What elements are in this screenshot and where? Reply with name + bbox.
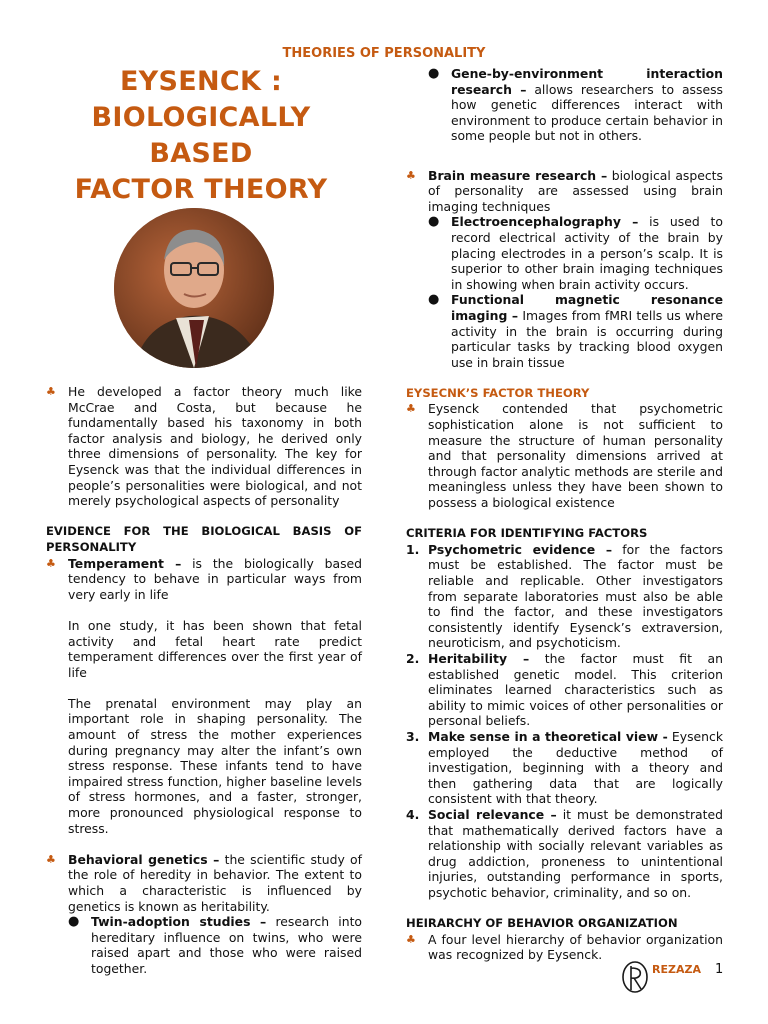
- genetics-text: the scientific study of the role of heredity in behavior. The extent to which a characteristic is influenced by genetics is known as heritability.: [68, 851, 362, 914]
- dot-bullet-icon: ●: [428, 66, 440, 81]
- gene-subbullet: [406, 66, 723, 144]
- criteria-term: Social relevance –: [428, 806, 557, 822]
- intro-bullet: [46, 384, 362, 509]
- title-line: EYSENCK :: [119, 66, 283, 97]
- factor-theory-heading: EYSECNK’S FACTOR THEORY: [406, 385, 590, 400]
- left-column: [46, 384, 362, 977]
- intro-text: He developed a factor theory much like McCrae and Costa, but because he fundamentally based his taxonomy in both factor analysis and biology, he derived only three dimensions of personality. The key for Eysenck was that the individual differences in people’s personalities were biological, and not merely psychological aspects of personality: [68, 384, 362, 509]
- fetal-paragraph: In one study, it has been shown that fetal activity and fetal heart rate predict temperament differences over the first year of life: [68, 617, 362, 680]
- hierarchy-heading: HEIRARCHY OF BEHAVIOR ORGANIZATION: [406, 916, 678, 931]
- fmri-subbullet: [406, 292, 723, 370]
- title-line: FACTOR THEORY: [74, 174, 328, 205]
- genetics-bullet: [46, 852, 362, 914]
- footer-author: REZAZA: [652, 963, 701, 976]
- club-bullet-icon: ♣: [406, 168, 416, 182]
- criteria-item: [406, 729, 723, 807]
- fmri-text: Images from fMRI tells us where activity in the brain is occurring during particular tasks by tracking blood oxygen use in brain tissue: [451, 307, 724, 370]
- dot-bullet-icon: ●: [428, 214, 440, 230]
- page-header: THEORIES OF PERSONALITY: [282, 46, 486, 61]
- right-column: [406, 66, 723, 963]
- criteria-term: Heritability –: [428, 650, 530, 666]
- genetics-term: Behavioral genetics –: [68, 851, 220, 867]
- factor-text: Eysenck contended that psychometric sophistication alone is not sufficient to measure the structure of human personality and that personality dimensions arrived at through factor analytic methods are sterile and meaningless unless they have been shown to possess a biological existence: [428, 401, 723, 511]
- criteria-term: Psychometric evidence –: [428, 541, 613, 557]
- page-number: 1: [715, 962, 724, 977]
- criteria-text: for the factors must be established. The factor must be reliable and replicable. Other investigators from separate laboratories must also be able to find the factor, and these investigators consistently identify Eysenck’s extraversion, neuroticism, and psychoticism.: [428, 541, 723, 651]
- twin-term: Twin-adoption studies –: [91, 914, 267, 930]
- club-bullet-icon: ♣: [406, 402, 416, 416]
- eeg-text: is used to record electrical activity of the brain by placing electrodes in a person’s scalp. It is superior to other brain imaging techniques in showing when brain activity occurs.: [451, 214, 723, 292]
- criteria-number: 4.: [406, 806, 420, 822]
- hierarchy-text: A four level hierarchy of behavior organization was recognized by Eysenck.: [428, 931, 723, 963]
- fmri-term: Functional magnetic resonance imaging –: [451, 292, 723, 323]
- temperament-term: Temperament –: [68, 555, 182, 571]
- title-line: BIOLOGICALLY BASED: [91, 102, 311, 169]
- criteria-number: 3.: [406, 728, 420, 744]
- hierarchy-bullet: [406, 932, 723, 963]
- gene-term: Gene-by-environment interaction research –: [451, 66, 723, 97]
- criteria-number: 1.: [406, 541, 420, 557]
- criteria-text: the factor must fit an established genetic model. This criterion eliminates learned characteristics such as ability to mimic voices of other personalities or personal beliefs.: [428, 650, 723, 729]
- gene-text: allows researchers to assess how genetic differences interact with environment to produce certain behavior in some people but not in others.: [451, 81, 723, 144]
- rezaza-logo-icon: [620, 960, 650, 994]
- brain-text: biological aspects of personality are assessed using brain imaging techniques: [428, 167, 723, 214]
- temperament-bullet: [46, 556, 362, 603]
- club-bullet-icon: ♣: [406, 932, 416, 946]
- brain-term: Brain measure research –: [428, 167, 608, 183]
- evidence-heading: EVIDENCE FOR THE BIOLOGICAL BASIS OF PERSONALITY: [46, 524, 362, 554]
- criteria-item: [406, 807, 723, 901]
- criteria-text: Eysenck employed the deductive method of investigation, beginning with a theory and then gathering data that are logically consistent with that theory.: [428, 728, 723, 807]
- dot-bullet-icon: ●: [428, 292, 440, 308]
- club-bullet-icon: ♣: [46, 852, 56, 866]
- page-title: [46, 64, 356, 208]
- criteria-heading: CRITERIA FOR IDENTIFYING FACTORS: [406, 526, 648, 541]
- criteria-term: Make sense in a theoretical view -: [428, 728, 668, 744]
- eeg-subbullet: [406, 214, 723, 292]
- dot-bullet-icon: ●: [68, 914, 80, 930]
- twin-text: research into hereditary influence on twins, who were raised apart and those who were raised together.: [91, 914, 363, 976]
- criteria-item: [406, 542, 723, 651]
- club-bullet-icon: ♣: [46, 385, 56, 398]
- brain-bullet: [406, 168, 723, 215]
- temperament-text: is the biologically based tendency to behave in particular ways from very early in life: [68, 555, 363, 602]
- eysenck-portrait: [114, 208, 274, 368]
- club-bullet-icon: ♣: [46, 556, 56, 570]
- criteria-number: 2.: [406, 650, 420, 666]
- factor-bullet: [406, 401, 723, 510]
- criteria-item: [406, 651, 723, 729]
- criteria-text: it must be demonstrated that mathematically derived factors have a relationship with socially relevant variables as drug addiction, proneness to unintentional injuries, outstanding performance in sports, psychotic behavior, criminality, and so on.: [428, 806, 723, 900]
- eeg-term: Electroencephalography –: [451, 214, 639, 230]
- prenatal-paragraph: The prenatal environment may play an important role in shaping personality. The amount of stress the mother experiences during pregnancy may alter the infant’s own stress response. These infants tend to have impaired stress function, higher baseline levels of stress hormones, and a faster, stronger, more pronounced physiological response to stress.: [68, 695, 362, 836]
- twin-subbullet: [46, 914, 362, 976]
